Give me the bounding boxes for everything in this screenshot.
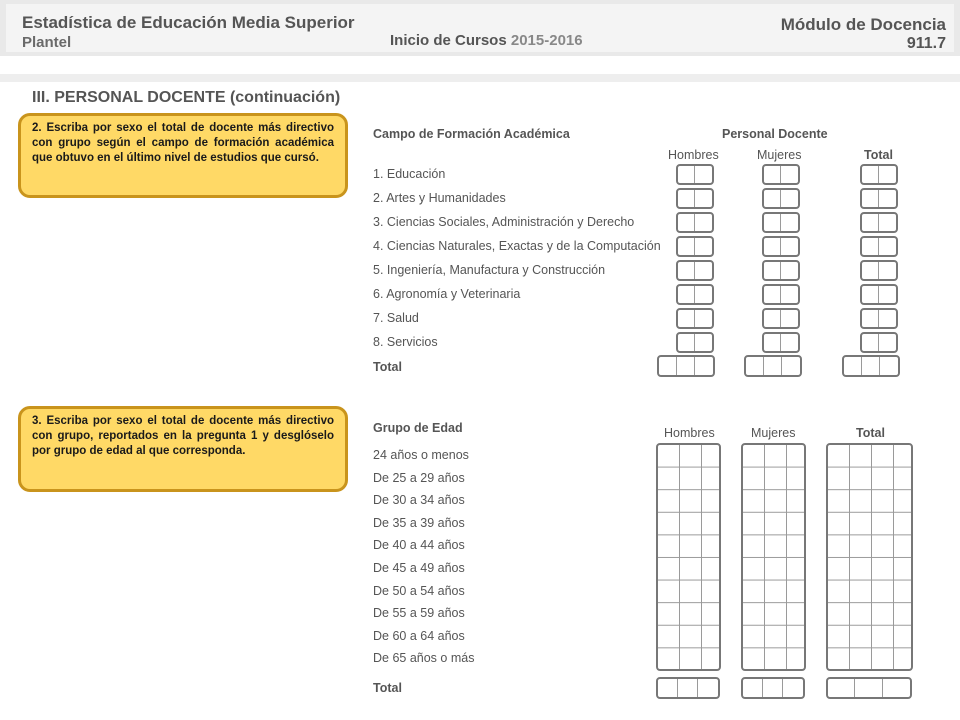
age-total-input-hombres[interactable] xyxy=(656,677,720,699)
age-total-input-mujeres[interactable] xyxy=(741,677,805,699)
box-cell-divider xyxy=(762,679,763,697)
section-title: III. PERSONAL DOCENTE (continuación) xyxy=(32,89,341,106)
box-cell-divider xyxy=(878,262,879,279)
box-cell-divider xyxy=(780,262,781,279)
form-header xyxy=(0,0,960,56)
age-group-label: De 55 a 59 años xyxy=(373,606,465,621)
field-input-hombres[interactable] xyxy=(676,164,714,185)
teaching-staff-header: Personal Docente xyxy=(722,127,828,141)
box-cell-divider xyxy=(854,679,855,697)
box-cell-divider xyxy=(694,166,695,183)
field-input-mujeres[interactable] xyxy=(762,236,800,257)
age-group-label: De 65 años o más xyxy=(373,651,475,666)
box-cell-divider xyxy=(878,214,879,231)
box-cell-divider xyxy=(879,357,880,375)
field-input-mujeres[interactable] xyxy=(762,188,800,209)
field-input-hombres[interactable] xyxy=(676,236,714,257)
field-input-hombres[interactable] xyxy=(676,308,714,329)
field-input-mujeres[interactable] xyxy=(762,284,800,305)
question-3-callout: 3. Escriba por sexo el total de docente más directivo con grupo, reportados en la pregunta 1 y desglóselo por grupo de edad al que corresponda. xyxy=(18,406,348,492)
box-cell-divider xyxy=(878,286,879,303)
divider-band xyxy=(0,74,960,82)
academic-field-label: 1. Educación xyxy=(373,167,446,181)
module-code: 911.7 xyxy=(906,35,946,52)
field-input-total[interactable] xyxy=(860,212,898,233)
age-column-header-total: Total xyxy=(856,426,885,440)
total-input-total[interactable] xyxy=(842,355,900,377)
box-cell-divider xyxy=(878,238,879,255)
age-group-label: De 40 a 44 años xyxy=(373,538,465,553)
question-2-callout: 2. Escriba por sexo el total de docente más directivo con grupo según el campo de formación académica que obtuvo en el último nivel de estudios que cursó. xyxy=(18,113,348,198)
field-input-hombres[interactable] xyxy=(676,212,714,233)
age-column-header-mujeres: Mujeres xyxy=(751,426,796,440)
age-total-label: Total xyxy=(373,681,402,695)
box-cell-divider xyxy=(694,286,695,303)
box-cell-divider xyxy=(861,357,862,375)
field-input-total[interactable] xyxy=(860,260,898,281)
age-group-header: Grupo de Edad xyxy=(373,421,463,435)
box-cell-divider xyxy=(780,190,781,207)
box-cell-divider xyxy=(697,679,698,697)
box-cell-divider xyxy=(781,357,782,375)
academic-field-label: 5. Ingeniería, Manufactura y Construcción xyxy=(373,263,606,277)
cycle-year: 2015-2016 xyxy=(510,32,583,49)
box-cell-divider xyxy=(694,190,695,207)
form-subtitle: Plantel xyxy=(22,34,72,51)
box-cell-divider xyxy=(780,238,781,255)
age-group-label: De 50 a 54 años xyxy=(373,583,465,598)
box-cell-divider xyxy=(677,679,678,697)
form-title: Estadística de Educación Media Superior xyxy=(22,13,355,32)
age-grid-hombres[interactable] xyxy=(656,443,721,671)
box-cell-divider xyxy=(780,334,781,351)
academic-field-header: Campo de Formación Académica xyxy=(373,127,570,141)
field-input-total[interactable] xyxy=(860,188,898,209)
box-cell-divider xyxy=(780,286,781,303)
total-input-hombres[interactable] xyxy=(657,355,715,377)
field-input-hombres[interactable] xyxy=(676,188,714,209)
academic-field-label: 6. Agronomía y Veterinaria xyxy=(373,287,521,301)
column-header-hombres: Hombres xyxy=(668,148,719,162)
box-cell-divider xyxy=(676,357,677,375)
field-input-total[interactable] xyxy=(860,164,898,185)
total-input-mujeres[interactable] xyxy=(744,355,802,377)
box-cell-divider xyxy=(694,334,695,351)
box-cell-divider xyxy=(780,214,781,231)
age-group-label: De 30 a 34 años xyxy=(373,493,465,508)
academic-field-label: 8. Servicios xyxy=(373,335,438,349)
age-group-label: De 25 a 29 años xyxy=(373,470,465,485)
box-cell-divider xyxy=(763,357,764,375)
age-grid-total[interactable] xyxy=(826,443,913,671)
field-input-mujeres[interactable] xyxy=(762,212,800,233)
academic-field-label: 4. Ciencias Naturales, Exactas y de la Computación xyxy=(373,239,661,253)
box-cell-divider xyxy=(694,238,695,255)
age-total-input-total[interactable] xyxy=(826,677,912,699)
academic-field-label: 2. Artes y Humanidades xyxy=(373,191,506,205)
column-header-total: Total xyxy=(864,148,893,162)
box-cell-divider xyxy=(878,334,879,351)
field-input-mujeres[interactable] xyxy=(762,164,800,185)
cycle-label-text: Inicio de Cursos xyxy=(390,32,507,49)
age-group-label: 24 años o menos xyxy=(373,448,469,462)
field-input-hombres[interactable] xyxy=(676,332,714,353)
box-cell-divider xyxy=(878,166,879,183)
field-input-hombres[interactable] xyxy=(676,260,714,281)
field-input-mujeres[interactable] xyxy=(762,308,800,329)
total-row-label: Total xyxy=(373,360,402,374)
box-cell-divider xyxy=(780,310,781,327)
box-cell-divider xyxy=(780,166,781,183)
age-group-label: De 35 a 39 años xyxy=(373,515,465,530)
box-cell-divider xyxy=(878,310,879,327)
age-column-header-hombres: Hombres xyxy=(664,426,715,440)
academic-field-label: 7. Salud xyxy=(373,311,419,325)
field-input-total[interactable] xyxy=(860,236,898,257)
field-input-hombres[interactable] xyxy=(676,284,714,305)
module-title: Módulo de Docencia xyxy=(780,15,946,34)
field-input-total[interactable] xyxy=(860,308,898,329)
field-input-total[interactable] xyxy=(860,332,898,353)
box-cell-divider xyxy=(694,262,695,279)
box-cell-divider xyxy=(882,679,883,697)
box-cell-divider xyxy=(694,357,695,375)
field-input-mujeres[interactable] xyxy=(762,260,800,281)
box-cell-divider xyxy=(878,190,879,207)
column-header-mujeres: Mujeres xyxy=(757,148,802,162)
box-cell-divider xyxy=(782,679,783,697)
box-cell-divider xyxy=(694,214,695,231)
box-cell-divider xyxy=(694,310,695,327)
cycle-label xyxy=(390,32,583,49)
age-group-label: De 45 a 49 años xyxy=(373,561,465,575)
age-grid-mujeres[interactable] xyxy=(741,443,806,671)
academic-field-label: 3. Ciencias Sociales, Administración y Derecho xyxy=(373,215,635,229)
field-input-total[interactable] xyxy=(860,284,898,305)
field-input-mujeres[interactable] xyxy=(762,332,800,353)
age-group-label: De 60 a 64 años xyxy=(373,628,465,643)
